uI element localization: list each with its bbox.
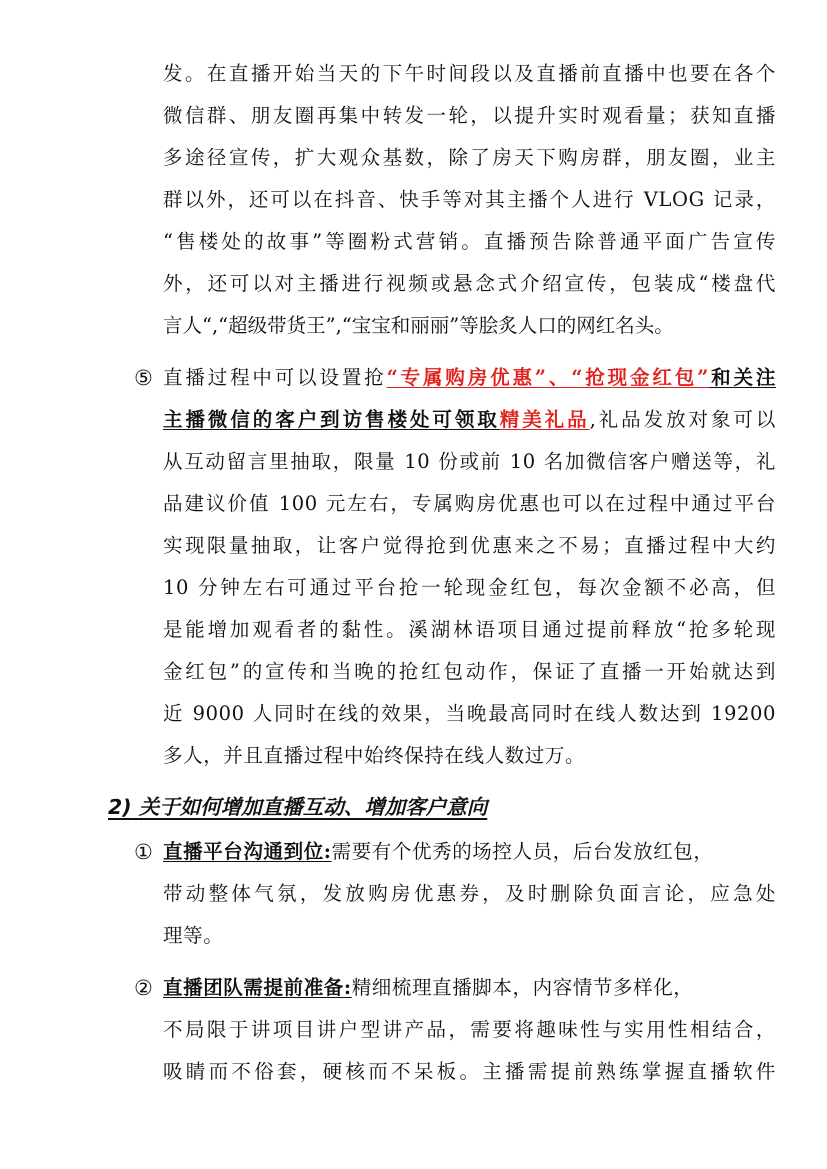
text-line: 吸睛而不俗套，硬核而不呆板。主播需提前熟练掌握直播软件 bbox=[163, 1060, 776, 1083]
text-line: 不局限于讲项目讲户型讲产品，需要将趣味性与实用性相结合， bbox=[163, 1018, 776, 1041]
text-line: 理等。 bbox=[163, 924, 224, 947]
text-line: “售楼处的故事”等圈粉式营销。直播预告除普通平面广告宣传 bbox=[163, 230, 776, 253]
item-label: 直播平台沟通到位: bbox=[163, 840, 332, 863]
text-line: 是能增加观看者的黏性。溪湖林语项目通过提前释放“抢多轮现 bbox=[163, 618, 776, 641]
text-line: 多途径宣传，扩大观众基数，除了房天下购房群，朋友圈，业主 bbox=[163, 146, 776, 169]
bold-underline-text: 和关注 bbox=[708, 366, 776, 389]
text-run: 直播过程中可以设置抢 bbox=[163, 366, 387, 389]
item5-line-1 bbox=[163, 364, 776, 392]
item1-line-1 bbox=[163, 838, 776, 866]
text-line: 品建议价值 100 元左右，专属购房优惠也可以在过程中通过平台 bbox=[163, 492, 776, 515]
highlight-text: “专属购房优惠”、“抢现金红包” bbox=[386, 366, 709, 389]
section-title: 关于如何增加直播互动、增加客户意向 bbox=[138, 795, 488, 819]
text-line: 带动整体气氛，发放购房优惠券，及时删除负面言论，应急处 bbox=[163, 882, 776, 905]
text-line: 微信群、朋友圈再集中转发一轮，以提升实时观看量；获知直播 bbox=[163, 104, 776, 127]
text-run: ,礼品发放对象可以 bbox=[589, 408, 776, 431]
text-line: 发。在直播开始当天的下午时间段以及直播前直播中也要在各个 bbox=[163, 62, 776, 85]
text-line: 10 分钟左右可通过平台抢一轮现金红包，每次金额不必高，但 bbox=[163, 576, 776, 599]
item-number: ② bbox=[134, 976, 153, 1000]
text-line: 多人，并且直播过程中始终保持在线人数过万。 bbox=[163, 744, 586, 767]
text-run: 需要有个优秀的场控人员，后台发放红包， bbox=[331, 840, 714, 863]
text-line: 群以外，还可以在抖音、快手等对其主播个人进行 VLOG 记录， bbox=[163, 188, 776, 211]
highlight-text: 精美礼品 bbox=[499, 408, 590, 431]
text-line: 从互动留言里抽取，限量 10 份或前 10 名加微信客户赠送等，礼 bbox=[163, 450, 776, 473]
text-line: 实现限量抽取，让客户觉得抢到优惠来之不易；直播过程中大约 bbox=[163, 534, 776, 557]
section-heading bbox=[108, 793, 487, 821]
item2-line-1 bbox=[163, 974, 776, 1002]
bold-underline-text: 主播微信的客户到访售楼处可领取 bbox=[163, 408, 500, 431]
text-run: 精细梳理直播脚本，内容情节多样化， bbox=[351, 976, 694, 999]
text-line: 金红包”的宣传和当晚的抢红包动作，保证了直播一开始就达到 bbox=[163, 660, 776, 683]
text-line: 外，还可以对主播进行视频或悬念式介绍宣传，包装成“楼盘代 bbox=[163, 272, 776, 295]
item-label: 直播团队需提前准备: bbox=[163, 976, 352, 999]
item-number: ① bbox=[134, 840, 153, 864]
section-number: 2) bbox=[108, 795, 132, 819]
text-line: 近 9000 人同时在线的效果，当晚最高同时在线人数达到 19200 bbox=[163, 702, 776, 725]
text-line: 言人“,“超级带货王”,“宝宝和丽丽”等脍炙人口的网红名头。 bbox=[163, 314, 674, 337]
item-number: ⑤ bbox=[134, 366, 153, 390]
item5-line-2 bbox=[163, 406, 776, 434]
